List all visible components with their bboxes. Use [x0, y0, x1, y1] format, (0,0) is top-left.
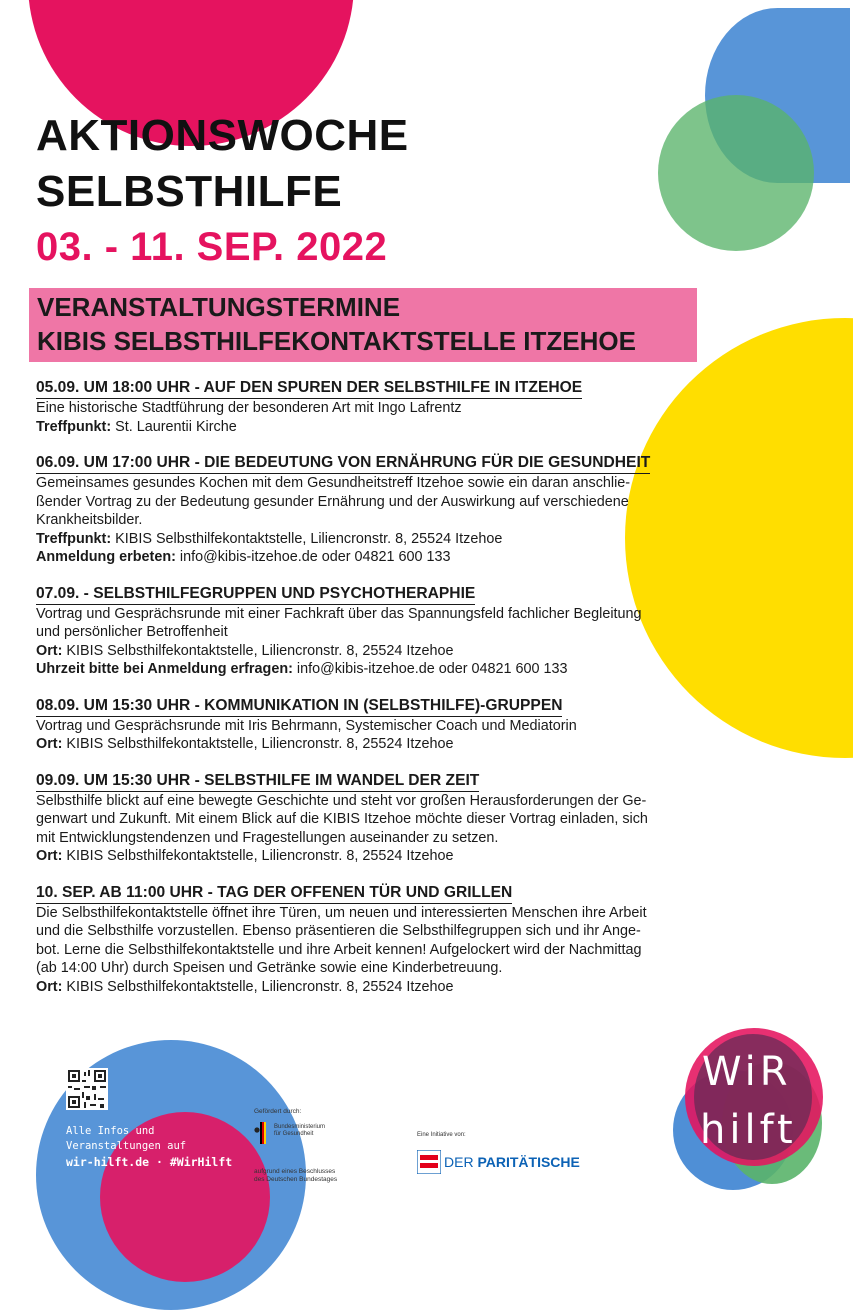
event-description-line: genwart und Zukunft. Mit einem Blick auf die KIBIS Itzehoe möchte dieser Vortrag einladen, sich — [36, 811, 648, 827]
event-item — [36, 378, 741, 436]
funded-by-label: Gefördert durch: — [254, 1108, 302, 1115]
event-description-line: Krankheitsbilder. — [36, 512, 143, 528]
event-description: Vortrag und Gesprächsrunde mit Iris Behrmann, Systemischer Coach und Mediatorin — [36, 717, 577, 734]
event-location — [36, 735, 741, 754]
event-description: Eine historische Stadtführung der besonderen Art mit Ingo Lafrentz — [36, 400, 462, 416]
page-title-line-1: AKTIONSWOCHE — [36, 111, 409, 160]
event-location — [36, 978, 741, 997]
event-item — [36, 883, 741, 997]
decorative-green-circle — [658, 95, 814, 251]
funder-block — [254, 1108, 354, 1183]
event-title: 08.09. UM 15:30 UHR - KOMMUNIKATION IN (SELBSTHILFE)-GRUPPEN — [36, 696, 562, 717]
footer-website-link[interactable]: wir-hilft.de · #WirHilft — [66, 1155, 233, 1169]
footer-info-line: Alle Infos und — [66, 1125, 155, 1137]
registration-label: Anmeldung erbeten: — [36, 549, 176, 565]
page-title-line-2: SELBSTHILFE — [36, 167, 343, 216]
event-description-line: Die Selbsthilfekontaktstelle öffnet ihre Türen, um neuen und interessierten Menschen ihre Arbeit — [36, 904, 647, 921]
event-registration — [36, 548, 741, 567]
event-title: 07.09. - SELBSTHILFEGRUPPEN UND PSYCHOTHERAPHIE — [36, 584, 475, 605]
event-location — [36, 847, 741, 866]
location-label: Ort: — [36, 642, 63, 659]
time-note-value: info@kibis-itzehoe.de oder 04821 600 133 — [292, 661, 568, 677]
event-dates: 03. - 11. SEP. 2022 — [36, 225, 388, 269]
event-list — [36, 378, 741, 1013]
paritaet-wordmark — [444, 1154, 580, 1170]
event-description-line: Gemeinsames gesundes Kochen mit dem Gesundheitstreff Itzehoe sowie ein daran anschlie- — [36, 475, 631, 491]
wir-hilft-logo-line-1: WiR — [702, 1049, 792, 1095]
event-title: 10. SEP. AB 11:00 UHR - TAG DER OFFENEN TÜR UND GRILLEN — [36, 883, 512, 904]
paritaet-logo — [417, 1150, 580, 1174]
event-description-line: ßender Vortrag zu der Bedeutung gesunder Ernährung und der Auswirkung auf verschiedene — [36, 493, 629, 510]
paritaet-prefix: DER — [444, 1154, 478, 1170]
event-location — [36, 642, 741, 661]
event-time-note — [36, 660, 741, 679]
decision-line: aufgrund eines Beschlusses — [254, 1168, 336, 1175]
event-item — [36, 771, 741, 866]
event-description-line: Vortrag und Gesprächsrunde mit einer Fachkraft über das Spannungsfeld fachlicher Begleitung — [36, 605, 642, 622]
meeting-point-label: Treffpunkt: — [36, 418, 112, 435]
meeting-point-value: KIBIS Selbsthilfekontaktstelle, Liliencronstr. 8, 25524 Itzehoe — [111, 530, 503, 547]
paritaet-name: PARITÄTISCHE — [477, 1154, 580, 1170]
meeting-point-value: St. Laurentii Kirche — [111, 418, 237, 435]
german-flag-icon — [254, 1122, 268, 1144]
location-value: KIBIS Selbsthilfekontaktstelle, Liliencronstr. 8, 25524 Itzehoe — [62, 848, 454, 864]
registration-value: info@kibis-itzehoe.de oder 04821 600 133 — [175, 549, 451, 565]
location-value: KIBIS Selbsthilfekontaktstelle, Liliencronstr. 8, 25524 Itzehoe — [62, 736, 454, 752]
banner-subheading: KIBIS SELBSTHILFEKONTAKTSTELLE ITZEHOE — [37, 326, 636, 356]
footer-info-line: Veranstaltungen auf — [66, 1140, 187, 1152]
event-item — [36, 453, 741, 567]
initiative-label: Eine Initiative von: — [417, 1132, 466, 1138]
event-item — [36, 696, 741, 754]
location-value: KIBIS Selbsthilfekontaktstelle, Liliencronstr. 8, 25524 Itzehoe — [62, 978, 454, 995]
event-description-line: mit Entwicklungstendenzen und Fragestellungen auseinander zu setzen. — [36, 829, 499, 846]
event-description-line: und die Selbsthilfe vorzustellen. Ebenso präsentieren die Selbsthilfegruppen sich und ihr Ange- — [36, 923, 641, 939]
decision-line: des Deutschen Bundestages — [254, 1176, 338, 1183]
event-description-line: Selbsthilfe blickt auf eine bewegte Geschichte und steht vor großen Herausforderungen der Ge- — [36, 792, 647, 809]
event-item — [36, 584, 741, 679]
wir-hilft-logo-line-2: hilft — [700, 1107, 797, 1153]
event-description-line: (ab 14:00 Uhr) durch Speisen und Getränke sowie eine Kinderbetreuung. — [36, 960, 503, 976]
event-description-line: bot. Lerne die Selbsthilfekontaktstelle und ihre Arbeit kennen! Aufgelockert wird der Nachmittag — [36, 941, 642, 958]
location-value: KIBIS Selbsthilfekontaktstelle, Liliencronstr. 8, 25524 Itzehoe — [62, 642, 454, 659]
section-banner — [29, 288, 697, 362]
event-meeting-point — [36, 530, 741, 549]
location-label: Ort: — [36, 848, 63, 864]
meeting-point-label: Treffpunkt: — [36, 530, 112, 547]
event-title: 09.09. UM 15:30 UHR - SELBSTHILFE IM WANDEL DER ZEIT — [36, 771, 479, 792]
event-title: 06.09. UM 17:00 UHR - DIE BEDEUTUNG VON ERNÄHRUNG FÜR DIE GESUNDHEIT — [36, 453, 650, 474]
paritaet-logo-icon — [417, 1150, 441, 1174]
location-label: Ort: — [36, 736, 63, 752]
banner-heading: VERANSTALTUNGSTERMINE — [37, 292, 401, 322]
location-label: Ort: — [36, 978, 63, 995]
ministry-name-line: für Gesundheit — [274, 1131, 314, 1137]
bundestag-decision-note — [254, 1168, 364, 1184]
ministry-name-line: Bundesministerium — [274, 1124, 326, 1130]
time-note-label: Uhrzeit bitte bei Anmeldung erfragen: — [36, 661, 293, 677]
event-meeting-point — [36, 418, 741, 437]
qr-code-icon[interactable] — [66, 1068, 108, 1110]
event-title: 05.09. UM 18:00 UHR - AUF DEN SPUREN DER SELBSTHILFE IN ITZEHOE — [36, 378, 582, 399]
ministry-name — [274, 1124, 352, 1138]
event-description-line: und persönlicher Betroffenheit — [36, 624, 228, 640]
